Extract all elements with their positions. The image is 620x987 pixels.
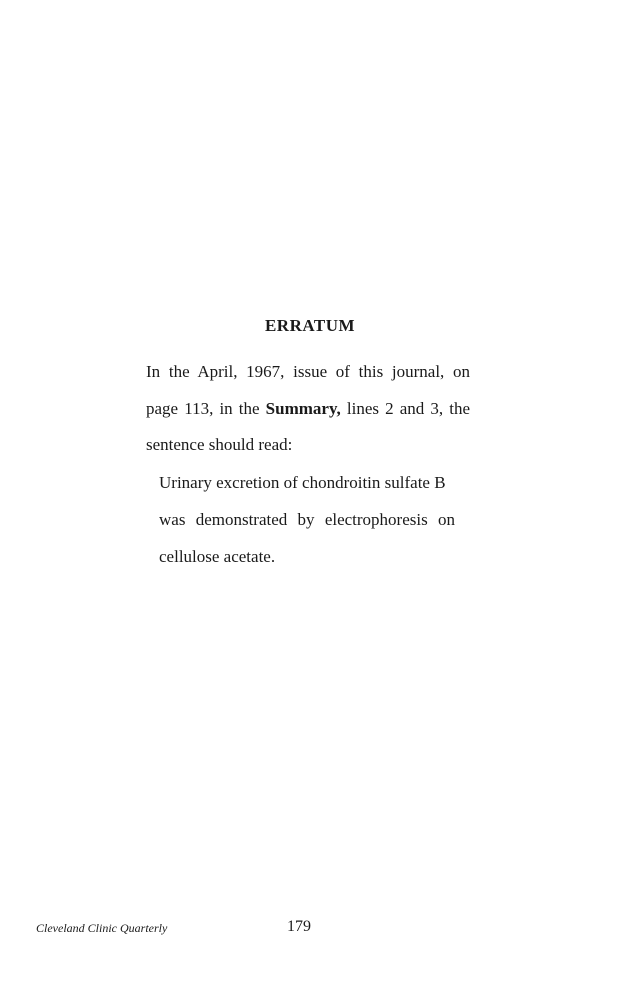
erratum-text-line-1: In the April, 1967, issue of this journal, on xyxy=(146,362,470,381)
erratum-text-line-2 xyxy=(146,399,470,419)
corrected-sentence-line-3: cellulose acetate. xyxy=(159,547,276,566)
summary-emphasis: Summary, xyxy=(265,399,341,418)
erratum-text-line-2-start: page 113, in the xyxy=(146,399,266,418)
erratum-text-line-2-end: lines 2 and 3, the xyxy=(340,399,471,418)
corrected-sentence-line-2: was demonstrated by electrophoresis on xyxy=(159,510,455,529)
erratum-title: ERRATUM xyxy=(264,316,356,335)
footer-page-number: 179 xyxy=(287,918,311,935)
footer-journal-name: Cleveland Clinic Quarterly xyxy=(36,921,168,935)
corrected-sentence-line-1: Urinary excretion of chondroitin sulfate B xyxy=(159,473,446,492)
erratum-text-line-3: sentence should read: xyxy=(146,435,293,454)
